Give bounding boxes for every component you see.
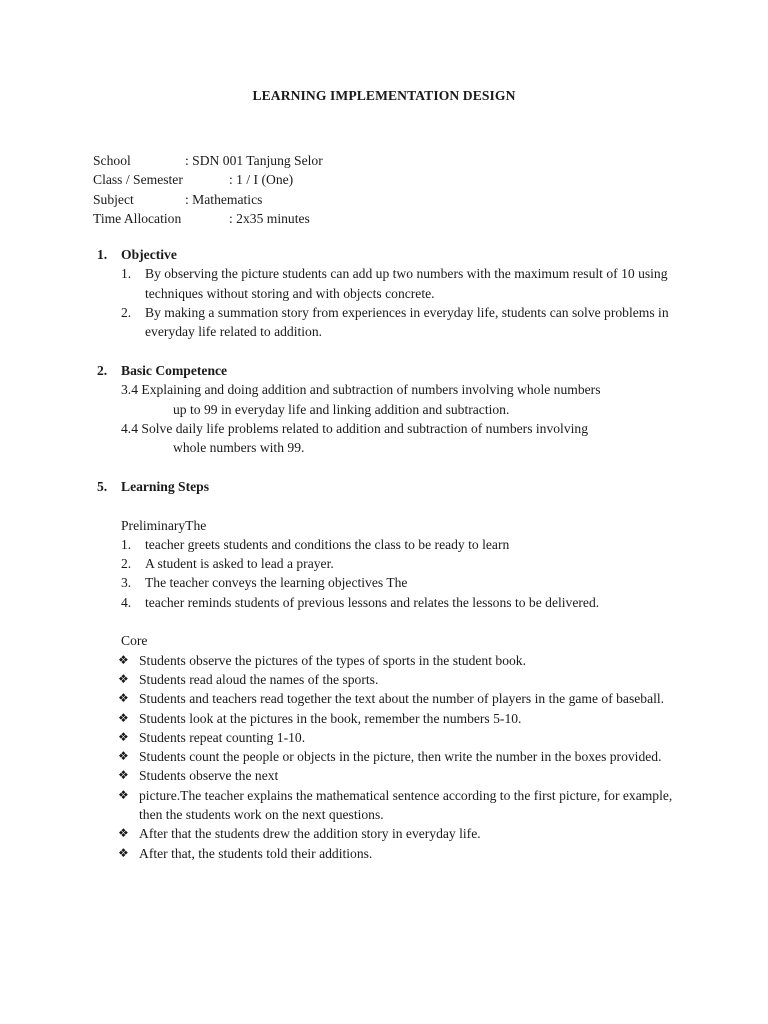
item-text-line: whole numbers with 99. xyxy=(173,440,305,456)
list-item xyxy=(93,380,693,419)
list-item xyxy=(93,264,693,303)
list-item xyxy=(93,593,693,612)
section-basic-competence xyxy=(93,361,693,457)
info-value: : 1 / I (One) xyxy=(229,172,294,188)
item-text: The teacher conveys the learning objectives The xyxy=(145,575,408,591)
item-text: teacher greets students and conditions the class to be ready to learn xyxy=(145,536,510,552)
list-item xyxy=(93,651,693,670)
list-item xyxy=(93,824,693,843)
objective-list xyxy=(93,264,693,341)
info-label: Subject xyxy=(93,191,134,207)
item-text: Students observe the next xyxy=(139,768,279,784)
core-list xyxy=(93,651,693,863)
diamond-bullet-icon: ❖ xyxy=(118,845,129,860)
item-number: 2. xyxy=(121,556,132,572)
core-heading: Core xyxy=(121,633,148,649)
item-text-line: up to 99 in everyday life and linking addition and subtraction. xyxy=(173,401,510,417)
section-heading xyxy=(93,361,693,380)
diamond-bullet-icon: ❖ xyxy=(118,826,129,841)
section-heading xyxy=(93,245,693,264)
item-text: By observing the picture students can add up two numbers with the maximum result of 10 using techniques without storing and with objects concrete. xyxy=(145,266,668,301)
list-item xyxy=(93,689,693,708)
info-value: : Mathematics xyxy=(185,191,263,207)
item-number: 1. xyxy=(121,536,132,552)
list-item xyxy=(93,747,693,766)
item-text: After that, the students told their additions. xyxy=(139,845,373,861)
item-text xyxy=(121,419,671,458)
info-value: : 2x35 minutes xyxy=(229,210,310,226)
section-title: Basic Competence xyxy=(121,363,228,378)
item-text-line: 3.4 Explaining and doing addition and subtraction of numbers involving whole numbers xyxy=(121,382,601,398)
section-number: 1. xyxy=(97,247,108,262)
section-heading xyxy=(93,477,693,496)
item-text: teacher reminds students of previous lessons and relates the lessons to be delivered. xyxy=(145,594,600,610)
section-number: 2. xyxy=(97,363,108,378)
list-item xyxy=(93,844,693,863)
item-number: 3. xyxy=(121,575,132,591)
list-item xyxy=(93,554,693,573)
item-text: Students read aloud the names of the sports. xyxy=(139,671,379,687)
section-title: Learning Steps xyxy=(121,479,209,494)
list-item xyxy=(93,535,693,554)
item-text-line: 4.4 Solve daily life problems related to addition and subtraction of numbers involving xyxy=(121,420,589,436)
list-item xyxy=(93,573,693,592)
item-text: Students repeat counting 1-10. xyxy=(139,729,306,745)
section-learning-steps xyxy=(93,477,693,863)
diamond-bullet-icon: ❖ xyxy=(118,729,129,744)
preliminary-heading: PreliminaryThe xyxy=(121,517,207,533)
diamond-bullet-icon: ❖ xyxy=(118,671,129,686)
item-text: By making a summation story from experiences in everyday life, students can solve problems in everyday life related to addition. xyxy=(145,304,669,340)
info-value: : SDN 001 Tanjung Selor xyxy=(185,153,323,168)
info-row-time xyxy=(93,209,310,228)
item-text: A student is asked to lead a prayer. xyxy=(145,556,334,572)
info-label: Class / Semester xyxy=(93,172,183,188)
info-label: School xyxy=(93,153,131,168)
diamond-bullet-icon: ❖ xyxy=(118,787,129,802)
item-text: Students look at the pictures in the book, remember the numbers 5-10. xyxy=(139,710,522,726)
info-row-subject xyxy=(93,190,263,209)
diamond-bullet-icon: ❖ xyxy=(118,710,129,725)
item-text: Students observe the pictures of the types of sports in the student book. xyxy=(139,652,526,668)
item-text: Students and teachers read together the text about the number of players in the game of baseball. xyxy=(139,691,665,707)
item-text: After that the students drew the addition story in everyday life. xyxy=(139,826,481,842)
item-text: Students count the people or objects in the picture, then write the number in the boxes provided. xyxy=(139,749,662,765)
preliminary-list xyxy=(93,535,693,612)
list-item xyxy=(93,728,693,747)
item-number: 4. xyxy=(121,594,132,610)
competence-list xyxy=(93,380,693,457)
section-objective xyxy=(93,245,693,341)
item-text: picture.The teacher explains the mathematical sentence according to the first picture, for example, then the students work on the next questions. xyxy=(139,787,673,823)
diamond-bullet-icon: ❖ xyxy=(118,768,129,783)
info-row-school xyxy=(93,151,323,170)
list-item xyxy=(93,303,693,342)
item-text xyxy=(121,380,671,419)
section-title: Objective xyxy=(121,247,177,262)
info-row-class xyxy=(93,170,294,189)
list-item xyxy=(93,419,693,458)
diamond-bullet-icon: ❖ xyxy=(118,691,129,706)
list-item xyxy=(93,786,693,825)
list-item xyxy=(93,766,693,785)
diamond-bullet-icon: ❖ xyxy=(118,652,129,667)
item-number: 2. xyxy=(121,304,132,320)
item-number: 1. xyxy=(121,266,132,282)
list-item xyxy=(93,709,693,728)
diamond-bullet-icon: ❖ xyxy=(118,749,129,764)
list-item xyxy=(93,670,693,689)
info-block xyxy=(93,151,323,228)
info-label: Time Allocation xyxy=(93,210,182,226)
section-number: 5. xyxy=(97,479,108,494)
document-title: LEARNING IMPLEMENTATION DESIGN xyxy=(252,88,516,103)
